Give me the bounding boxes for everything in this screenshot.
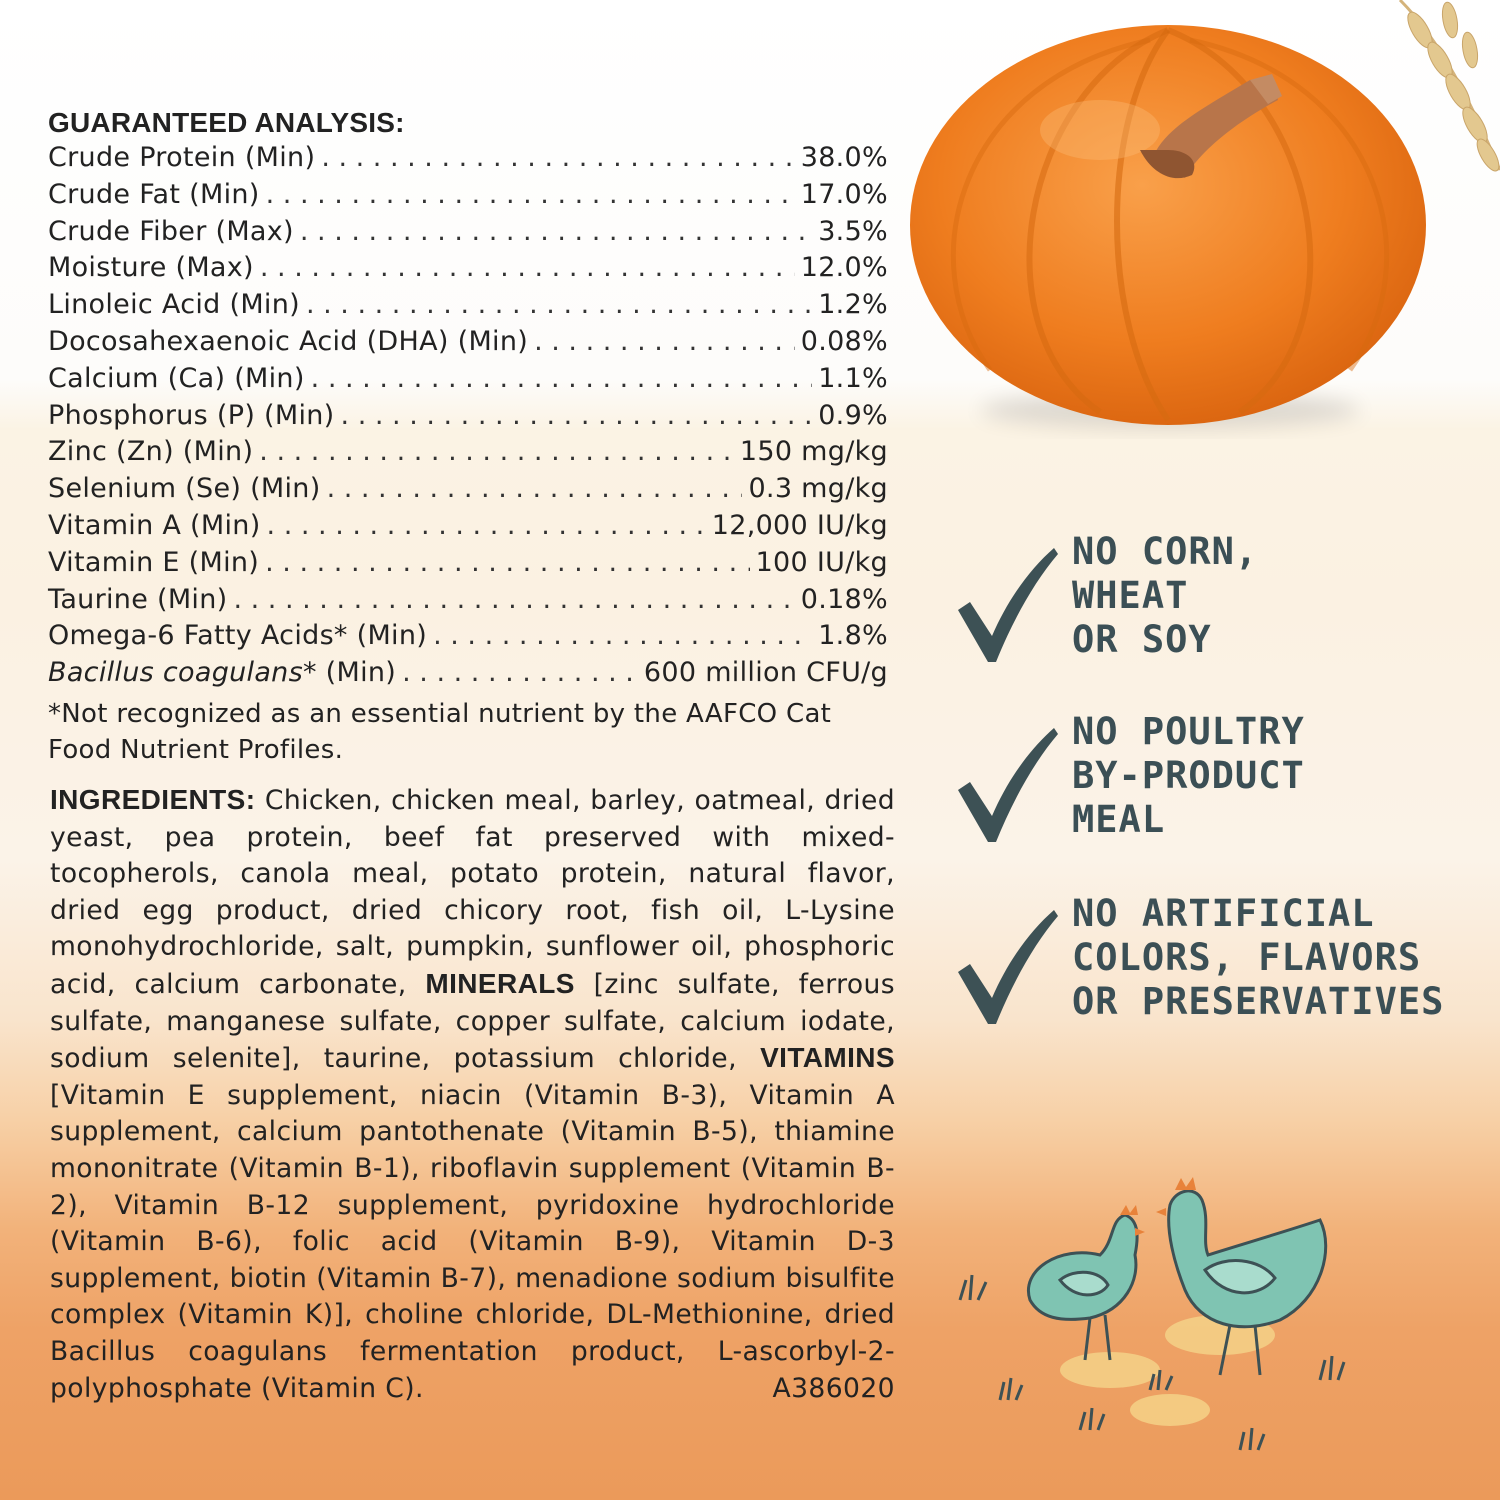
checkmark-icon	[950, 906, 1060, 1026]
ga-row-bacillus	[48, 655, 888, 692]
ga-row-value: 600 million CFU/g	[643, 657, 888, 689]
chicken-illustration	[940, 1160, 1400, 1490]
minerals-label: MINERALS	[425, 967, 575, 999]
ingredients-text-1: Chicken, chicken meal, barley, oatmeal, dried yeast, pea protein, beef fat preserved with mixed-tocopherols, canola meal, potato protein, natural flavor, dried egg product, dried chicory root, fish oil, L-Lysine monohydrochloride, salt, pumpkin, sunflower oil, phosphoric acid, calcium carbonate,	[50, 785, 895, 1000]
dot-leader	[300, 214, 812, 251]
dot-leader	[341, 398, 813, 435]
aafco-footnote: *Not recognized as an essential nutrient by the AAFCO Cat Food Nutrient Profiles.	[48, 698, 832, 765]
claim-text	[1072, 710, 1305, 842]
ga-row-value: 12.0%	[800, 252, 888, 284]
ga-row-value: 0.08%	[800, 325, 888, 357]
ga-row-value: 100 IU/kg	[755, 546, 888, 578]
ga-row-name: Phosphorus (P) (Min)	[48, 399, 335, 431]
claim-line: MEAL	[1072, 798, 1166, 841]
claim-line: WHEAT	[1072, 574, 1189, 617]
ga-row	[48, 177, 888, 214]
ingredients-text-2: [zinc sulfate, ferrous sulfate, manganese sulfate, copper sulfate, calcium iodate, sodium selenite], taurine, potassium chloride,	[50, 968, 895, 1075]
guaranteed-analysis	[48, 106, 888, 768]
ga-row	[48, 361, 888, 398]
ga-row-name: Crude Fat (Min)	[48, 178, 260, 210]
claim-line: BY-PRODUCT	[1072, 754, 1305, 797]
checkmark-icon	[950, 544, 1060, 664]
ga-row-value: 1.8%	[818, 620, 888, 652]
ga-row	[48, 434, 888, 471]
claim-text	[1072, 892, 1444, 1024]
ga-row-value: 38.0%	[800, 142, 888, 173]
dot-leader	[321, 140, 794, 177]
ga-row-name: Omega-6 Fatty Acids* (Min)	[48, 620, 428, 652]
claim-line: NO POULTRY	[1072, 710, 1305, 753]
vitamins-label: VITAMINS	[760, 1042, 895, 1074]
ga-row-value: 12,000 IU/kg	[711, 509, 888, 541]
ga-row	[48, 471, 888, 508]
claim-line: NO ARTIFICIAL	[1072, 892, 1375, 935]
claim-text	[1072, 530, 1258, 662]
ga-row-name: Vitamin E (Min)	[48, 546, 260, 578]
ingredients-label: INGREDIENTS:	[50, 784, 256, 815]
ga-row	[48, 618, 888, 655]
ga-row-value: 0.3 mg/kg	[748, 473, 888, 505]
ga-row-name: Taurine (Min)	[48, 583, 228, 615]
dot-leader	[534, 324, 795, 361]
ga-row-name: Calcium (Ca) (Min)	[48, 362, 305, 394]
ga-row-name: Crude Protein (Min)	[48, 142, 316, 173]
ga-row	[48, 140, 888, 177]
oat-sprig	[1380, 0, 1500, 200]
claim-line: NO CORN,	[1072, 530, 1259, 573]
ga-row-value: 1.1%	[818, 362, 888, 394]
ga-row	[48, 287, 888, 324]
ga-row-name: Docosahexaenoic Acid (DHA) (Min)	[48, 325, 529, 357]
bacillus-suffix: (Min)	[316, 657, 397, 689]
dot-leader	[311, 361, 813, 398]
dot-leader	[265, 545, 749, 582]
dot-leader	[260, 250, 795, 287]
ingredients-text-3: [Vitamin E supplement, niacin (Vitamin B-3), Vitamin A supplement, calcium pantothenate (Vitamin B-5), thiamine mononitrate (Vitamin B-1), riboflavin supplement (Vitamin B-2), Vitamin B-12 supplement, pyridoxine hydrochloride (Vitamin B-6), folic acid (Vitamin B-9), Vitamin D-3 supplement, biotin (Vitamin B-7), menadione sodium bisulfite complex (Vitamin K)], choline chloride, DL-Methionine, dried Bacillus coagulans fermentation product, L-ascorbyl-2-polyphosphate (Vitamin C).	[50, 1079, 895, 1404]
guaranteed-analysis-heading: GUARANTEED ANALYSIS:	[48, 107, 405, 138]
ga-row	[48, 324, 888, 361]
dot-leader	[266, 177, 795, 214]
dot-leader	[327, 471, 743, 508]
ga-row	[48, 214, 888, 251]
ga-row-value: 0.18%	[800, 583, 888, 615]
guaranteed-analysis-rows	[48, 140, 888, 692]
ga-row-name: Crude Fiber (Max)	[48, 215, 294, 247]
dot-leader	[233, 582, 794, 619]
dot-leader	[402, 655, 638, 692]
ga-row-name: Linoleic Acid (Min)	[48, 289, 300, 321]
ga-row-value: 3.5%	[818, 215, 888, 247]
ga-row-value: 17.0%	[800, 178, 888, 210]
claim-line: COLORS, FLAVORS	[1072, 936, 1422, 979]
ga-row	[48, 582, 888, 619]
ga-row-name	[48, 655, 396, 692]
bacillus-name: Bacillus coagulans*	[48, 657, 317, 689]
dot-leader	[306, 287, 812, 324]
ga-row	[48, 250, 888, 287]
ga-row-value: 0.9%	[818, 399, 888, 431]
checkmark-icon	[950, 724, 1060, 844]
ga-row	[48, 398, 888, 435]
ga-row-name: Vitamin A (Min)	[48, 509, 261, 541]
pumpkin-illustration	[900, 0, 1440, 440]
ga-row-value: 1.2%	[818, 289, 888, 321]
ga-row-name: Selenium (Se) (Min)	[48, 473, 321, 505]
dot-leader	[433, 618, 812, 655]
claim-line: OR SOY	[1072, 618, 1212, 661]
ingredients-paragraph	[50, 782, 895, 1407]
dot-leader	[267, 508, 706, 545]
product-code: A386020	[772, 1372, 895, 1404]
ga-row-name: Moisture (Max)	[48, 252, 254, 284]
ga-row	[48, 545, 888, 582]
ga-row-value: 150 mg/kg	[739, 436, 888, 468]
claim-line: OR PRESERVATIVES	[1072, 980, 1445, 1023]
ga-row	[48, 508, 888, 545]
dot-leader	[259, 434, 734, 471]
ga-row-name: Zinc (Zn) (Min)	[48, 436, 254, 468]
